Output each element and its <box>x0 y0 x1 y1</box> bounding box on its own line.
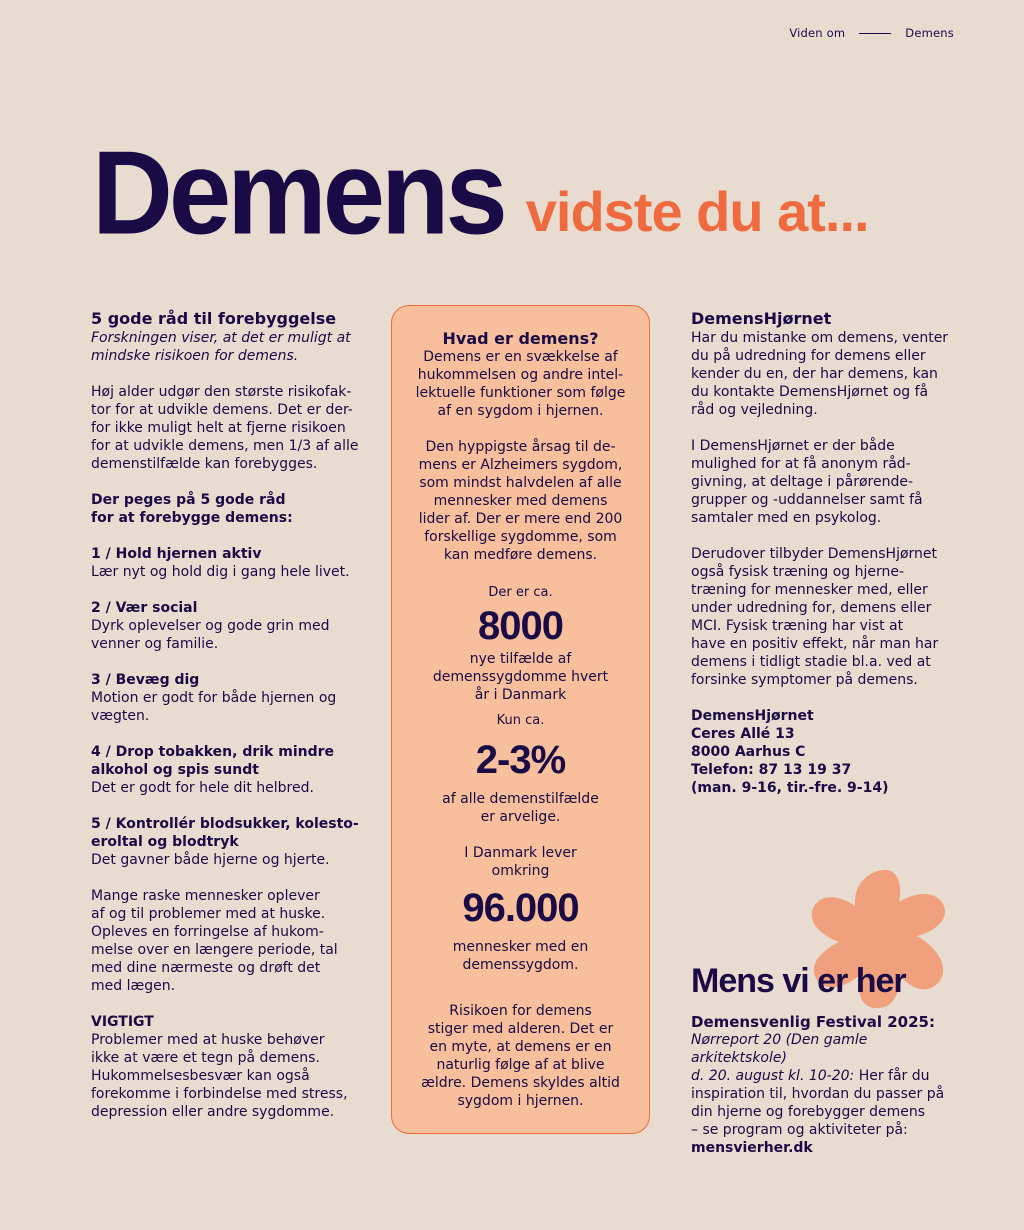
title-main: Demens <box>92 126 504 259</box>
training-paragraph: Derudover tilbyder DemensHjørnet også fysisk træning og hjerne- træning for mennesker med, eller under udredning for, demens eller MCI. Fysisk træning har vist at have en positiv effekt, når man har demens i tidligt stadie bl.a. ved at forsinke symptomer på demens. <box>691 546 939 688</box>
what-is-dementia-box <box>391 305 650 1134</box>
festival-text: Nørreport 20 (Den gamle arkitektskole) d. 20. august kl. 10-20: Her får du inspiration til, hvordan du passer på din hjerne og forebygger demens – se program og aktiviteter på: <box>691 1032 945 1138</box>
stat1-caption: nye tilfælde af demenssygdomme hvert år i Danmark <box>432 651 609 703</box>
stat2-intro: Kun ca. <box>496 713 545 728</box>
services-paragraph: I DemensHjørnet er der både mulighed for at få anonym råd- givning, at deltage i pårørende- grupper og -uddannelser samt få samtaler med en psykolog. <box>691 438 923 526</box>
myth-paragraph: Risikoen for demens stiger med alderen. Det er en myte, at demens er en naturlig følge af at blive ældre. Demens skyldes altid sygdom i hjernen. <box>421 1003 620 1109</box>
stat-new-cases: 8000 <box>478 604 563 648</box>
prevention-intro: Forskningen viser, at det er muligt at mindske risikoen for demens. <box>91 330 351 364</box>
contact-paragraph: Har du mistanke om demens, venter du på udredning for demens eller kender du en, der har demens, kan du kontakte DemensHjørnet og få råd og vejledning. <box>691 330 949 418</box>
important-heading: VIGTIGT <box>91 1014 154 1030</box>
tip-item-2: 2 / Vær social Dyrk oplevelser og gode grin med venner og familie. <box>91 600 330 652</box>
advice-heading: Der peges på 5 gode råd for at forebygge demens: <box>91 492 293 526</box>
tip-item-4: 4 / Drop tobakken, drik mindre alkohol og spis sundt Det er godt for hele dit helbred. <box>91 744 335 796</box>
nav-divider <box>859 33 891 34</box>
tip-item-1: 1 / Hold hjernen aktiv Lær nyt og hold dig i gang hele livet. <box>91 546 350 580</box>
nav-topic-label: Demens <box>905 26 954 40</box>
important-text: Problemer med at huske behøver ikke at være et tegn på demens. Hukommelsesbesvær kan også forekomme i forbindelse med stress, depression eller andre sygdomme. <box>91 1032 348 1120</box>
tip-item-5: 5 / Kontrollér blodsukker, kolesto- eroltal og blodtryk Det gavner både hjerne og hjerte. <box>91 816 359 868</box>
memory-paragraph: Mange raske mennesker oplever af og til problemer med at huske. Opleves en forringelse af hukom- melse over en længere periode, tal med dine nærmeste og drøft det med lægen. <box>91 888 338 994</box>
address-block: DemensHjørnet Ceres Allé 13 8000 Aarhus C Telefon: 87 13 19 37 (man. 9-16, tir.-fre. 9-14) <box>691 708 889 796</box>
page-title <box>92 128 869 257</box>
stat3-caption: mennesker med en demenssygdom. <box>452 939 589 973</box>
festival-title: Mens vi er her <box>691 962 906 1000</box>
stat2-caption: af alle demenstilfælde er arvelige. <box>442 791 599 825</box>
festival-info <box>691 1013 961 1157</box>
stat-hereditary: 2-3% <box>475 738 566 782</box>
festival-heading: Demensvenlig Festival 2025: <box>691 1013 935 1031</box>
definition-paragraph: Demens er en svækkelse af hukommelsen og andre intel- lektuelle funktioner som følge af en sygdom i hjernen. <box>415 349 626 419</box>
title-accent: vidste du at... <box>525 180 869 243</box>
prevention-column <box>91 309 366 1121</box>
causes-paragraph: Den hyppigste årsag til de- mens er Alzheimers sygdom, som mindst halvdelen af alle mennesker med demens lider af. Der er mere end 200 forskellige sygdomme, som kan medføre demens. <box>418 439 623 563</box>
stat-people-living: 96.000 <box>462 886 579 930</box>
nav-section-label: Viden om <box>789 26 846 40</box>
prevention-heading: 5 gode råd til forebyggelse <box>91 309 337 328</box>
box-heading: Hvad er demens? <box>442 329 599 348</box>
stat3-intro: I Danmark lever omkring <box>464 845 577 879</box>
stat1-intro: Der er ca. <box>488 585 553 600</box>
demenshjornet-column <box>691 309 961 797</box>
risk-paragraph: Høj alder udgør den største risikofak- tor for at udvikle demens. Det er der- for ikke muligt helt at fjerne risikoen for at udvikle demens, men 1/3 af alle demenstilfælde kan forebygges. <box>91 384 359 472</box>
top-navigation <box>789 26 954 40</box>
tip-item-3: 3 / Bevæg dig Motion er godt for både hjernen og vægten. <box>91 672 337 724</box>
festival-link[interactable]: mensvierher.dk <box>691 1140 813 1156</box>
demenshjornet-heading: DemensHjørnet <box>691 309 832 328</box>
